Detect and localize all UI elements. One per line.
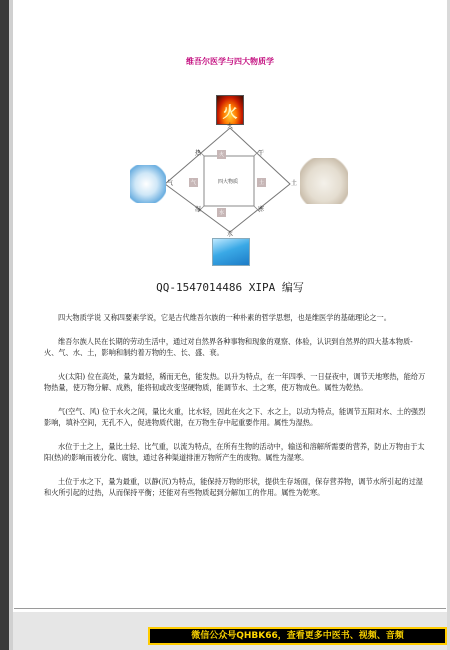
water-image <box>212 238 250 266</box>
label-moist: 湿 <box>195 206 202 213</box>
air-cloud-image <box>130 165 166 203</box>
document-page <box>14 0 446 607</box>
paragraph-fire: 火(太阳) 位在高处，量为最轻，稀而无色，能发热。以升为特点，在一年四季、一日昼夜中，调节天地寒热，能给万物热量，使万物分解、成熟，能将韧或改变坚硬物质，能调节水、土之寒，使万物成色。属性为乾热。 <box>44 371 426 392</box>
label-air: 气 <box>167 180 174 187</box>
viewer-left-gutter <box>9 0 13 650</box>
paragraph-water: 水位于土之上，量比土轻、比气重，以流为特点，在所有生物的活动中，输送和溶解所需要的营养，防止万物由于太阳(热)的影响而被分化、腐蚀，通过各种渠道排泄万物所产生的废物。属性为湿寒。 <box>44 441 425 462</box>
box-fire: 火 <box>219 152 225 158</box>
page-bottom-edge <box>14 608 446 609</box>
wechat-promo-banner: 微信公众号QHBK66，查看更多中医书、视频、音频 <box>148 627 447 645</box>
viewer-left-border <box>0 0 9 650</box>
earth-soil-image <box>300 158 348 204</box>
label-hot: 热 <box>195 150 202 157</box>
paragraph-earth: 土位于水之下，量为最重，以静(沉)为特点，能保持万物的形状，提供生存场面，保存营养物，调节水所引起的过湿和火所引起的过热，从而保持平衡；还能对有些物质起到分解加工的作用。属性为乾寒。 <box>44 476 423 497</box>
document-title: 维吾尔医学与四大物质学 <box>186 56 274 66</box>
paragraph-intro: 四大物质学说 又称四要素学说，它是古代维吾尔族的一种朴素的哲学思想，也是维医学的基础理论之一。 <box>58 313 391 322</box>
body-text <box>44 312 426 511</box>
label-water: 水 <box>227 231 234 238</box>
fire-glyph: 火 <box>222 103 238 121</box>
label-cold: 寒 <box>258 206 265 213</box>
label-fire: 火 <box>227 123 234 130</box>
box-air: 气 <box>191 180 197 186</box>
label-earth: 土 <box>291 180 298 187</box>
fire-image <box>216 95 244 125</box>
paragraph-origin: 维吾尔族人民在长期的劳动生活中，通过对自然界各种事物和现象的观察、体验，认识到自然界的四大基本物质-火、气、水、土，影响和制约着万物的生、长、盛、衰。 <box>44 336 413 357</box>
four-elements-diagram <box>14 0 446 300</box>
author-watermark: QQ-1547014486 XIPA 编写 <box>156 281 304 294</box>
box-water: 水 <box>219 210 225 216</box>
label-dry: 干 <box>258 150 265 157</box>
paragraph-air: 气(空气、风) 位于水火之间，量比火重，比水轻，因此在火之下、水之上，以动为特点，能调节五阳对水、土的强烈影响，填补空间，无孔不入，促进物质代谢，在万物生存中起重要作用。属性为湿热。 <box>44 406 426 427</box>
center-four-elements: 四大物质 <box>218 179 239 185</box>
box-earth: 土 <box>259 180 265 186</box>
